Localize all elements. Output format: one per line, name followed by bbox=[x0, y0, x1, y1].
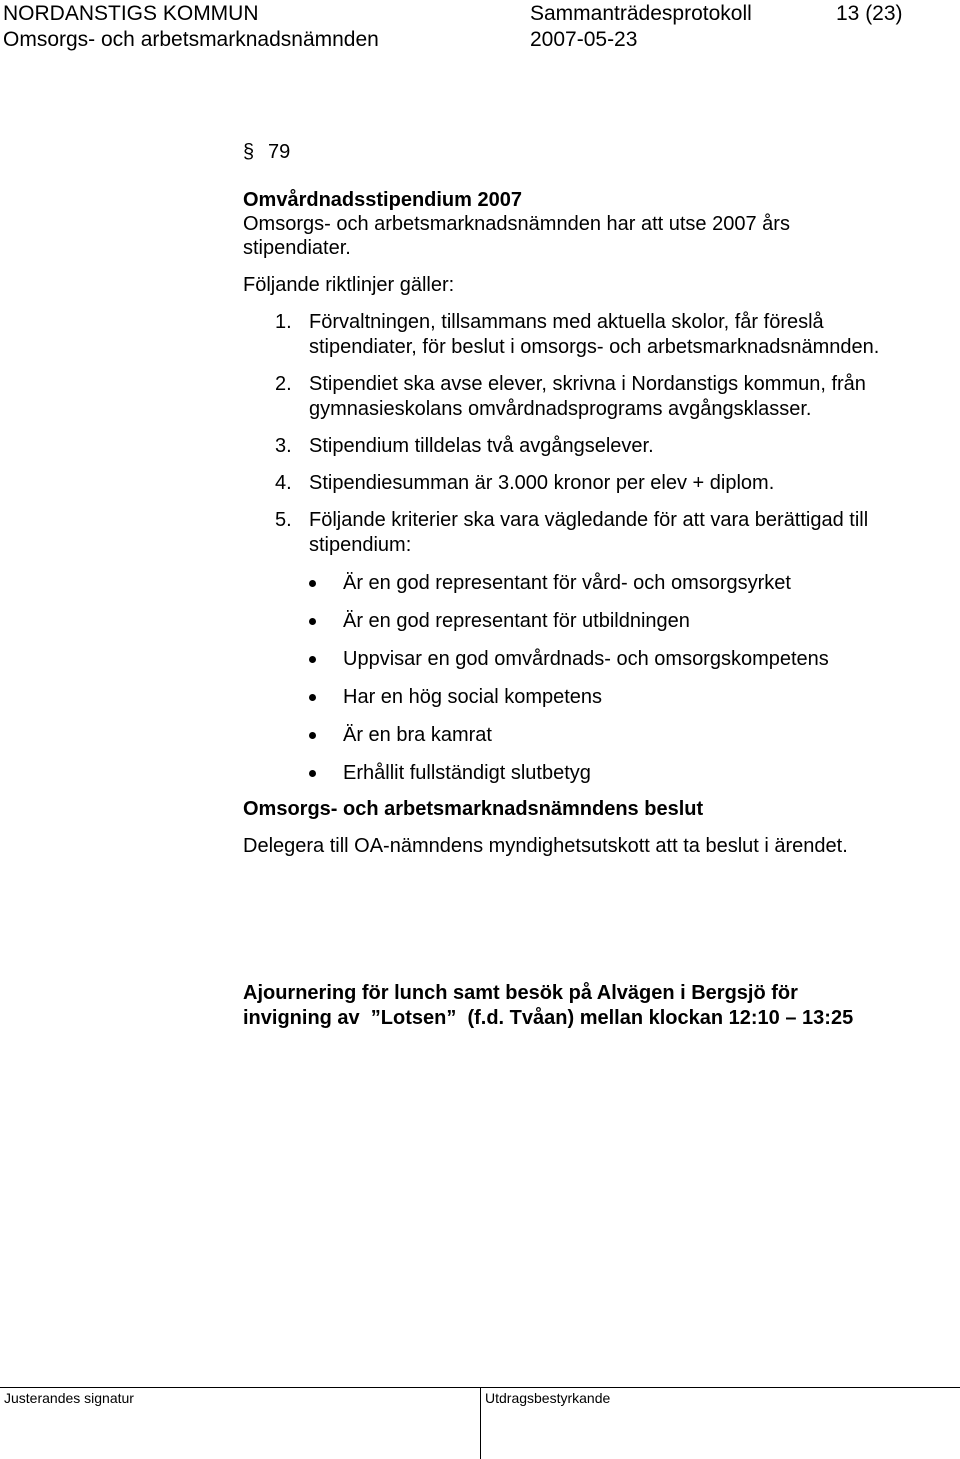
list-item-number: 3. bbox=[275, 435, 292, 457]
list-item bbox=[275, 372, 292, 396]
list-item-text: Förvaltningen, tillsammans med aktuella skolor, får föreslå bbox=[309, 311, 824, 333]
list-item-number: 4. bbox=[275, 472, 292, 494]
header-committee: Omsorgs- och arbetsmarknadsnämnden bbox=[3, 28, 379, 51]
list-item-number: 5. bbox=[275, 509, 292, 531]
section-title: Omvårdnadsstipendium 2007 bbox=[243, 189, 522, 211]
bullet-icon bbox=[309, 732, 316, 739]
footer-signature-label: Justerandes signatur bbox=[4, 1390, 134, 1406]
header-doc-type: Sammanträdesprotokoll bbox=[530, 2, 752, 25]
bullet-icon bbox=[309, 618, 316, 625]
list-item-text: stipendiater, för beslut i omsorgs- och arbetsmarknadsnämnden. bbox=[309, 336, 880, 358]
list-item-text: Stipendiet ska avse elever, skrivna i Nordanstigs kommun, från bbox=[309, 373, 866, 395]
list-item-number: 1. bbox=[275, 311, 292, 333]
list-item-text: Stipendium tilldelas två avgångselever. bbox=[309, 435, 654, 457]
criteria-item: Är en bra kamrat bbox=[343, 724, 492, 746]
list-item-number: 2. bbox=[275, 373, 292, 395]
bullet-icon bbox=[309, 694, 316, 701]
intro-line-1: Omsorgs- och arbetsmarknadsnämnden har att utse 2007 års bbox=[243, 213, 790, 235]
criteria-item: Uppvisar en god omvårdnads- och omsorgskompetens bbox=[343, 648, 829, 670]
list-item-text: stipendium: bbox=[309, 534, 412, 556]
list-item bbox=[275, 471, 292, 495]
decision-heading: Omsorgs- och arbetsmarknadsnämndens beslut bbox=[243, 798, 704, 820]
criteria-item: Har en hög social kompetens bbox=[343, 686, 603, 708]
adjournment-line-2: invigning av ”Lotsen” (f.d. Tvåan) mellan klockan 12:10 – 13:25 bbox=[243, 1007, 854, 1029]
decision-text: Delegera till OA-nämndens myndighetsutskott att ta beslut i ärendet. bbox=[243, 835, 848, 857]
list-item bbox=[275, 508, 292, 532]
criteria-item: Är en god representant för vård- och omsorgsyrket bbox=[343, 572, 791, 594]
bullet-icon bbox=[309, 770, 316, 777]
criteria-item: Är en god representant för utbildningen bbox=[343, 610, 690, 632]
bullet-icon bbox=[309, 656, 316, 663]
list-item bbox=[275, 310, 292, 334]
section-number: 79 bbox=[268, 141, 291, 163]
footer-certification-label: Utdragsbestyrkande bbox=[485, 1390, 611, 1406]
header-org: NORDANSTIGS KOMMUN bbox=[3, 2, 259, 25]
criteria-item: Erhållit fullständigt slutbetyg bbox=[343, 762, 591, 784]
list-item-text: Stipendiesumman är 3.000 kronor per elev + diplom. bbox=[309, 472, 775, 494]
list-item bbox=[275, 434, 292, 458]
list-item-text: Följande kriterier ska vara vägledande för att vara berättigad till bbox=[309, 509, 869, 531]
guidelines-heading: Följande riktlinjer gäller: bbox=[243, 274, 455, 296]
header-page-number: 13 (23) bbox=[836, 2, 903, 25]
intro-line-2: stipendiater. bbox=[243, 237, 351, 259]
bullet-icon bbox=[309, 580, 316, 587]
paragraph-symbol: § bbox=[243, 141, 255, 163]
header-date: 2007-05-23 bbox=[530, 28, 638, 51]
list-item-text: gymnasieskolans omvårdnadsprograms avgångsklasser. bbox=[309, 398, 812, 420]
adjournment-line-1: Ajournering för lunch samt besök på Alvägen i Bergsjö för bbox=[243, 982, 798, 1004]
footer-column-divider bbox=[480, 1387, 481, 1459]
